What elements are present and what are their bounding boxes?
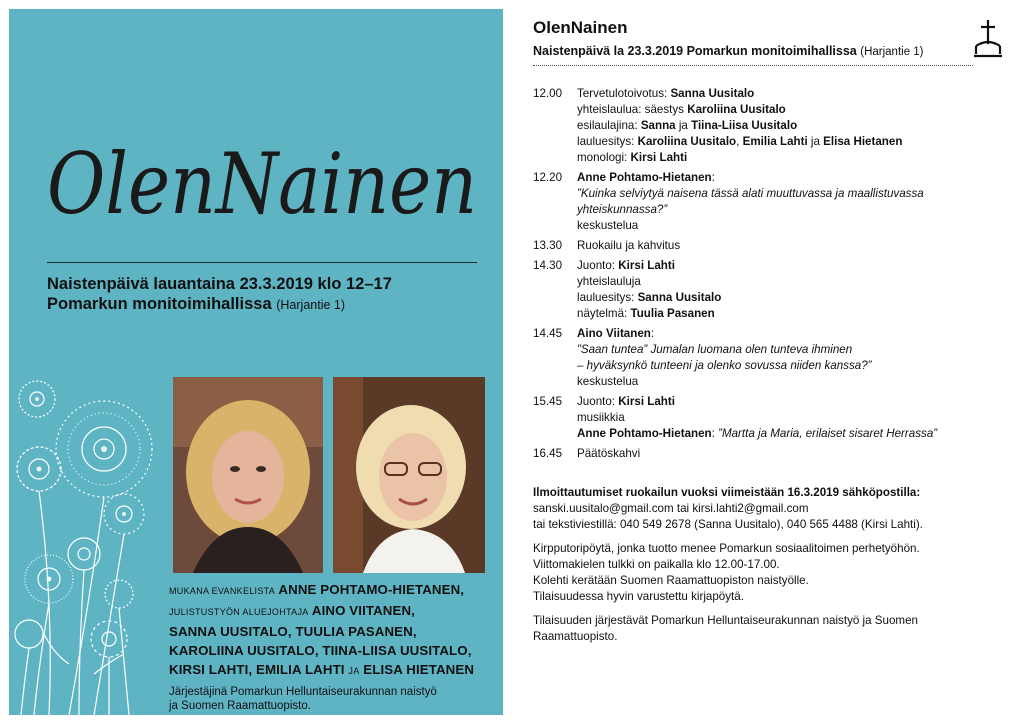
program-item bbox=[533, 394, 1003, 442]
speaker-line: KIRSI LAHTI, EMILIA LAHTI JA ELISA HIETANEN bbox=[169, 662, 475, 677]
info-line: Viittomakielen tulkki on paikalla klo 12.00-17.00. bbox=[533, 558, 780, 571]
program-line: keskustelua bbox=[577, 375, 639, 388]
poster-venue-address: (Harjantie 1) bbox=[276, 298, 346, 312]
info-line: Kolehti kerätään Suomen Raamattuopiston naistyölle. bbox=[533, 574, 809, 587]
program-line: yhteislaulua: säestys Karoliina Uusitalo bbox=[577, 103, 786, 116]
program-time: 12.00 bbox=[533, 87, 563, 100]
program-line: Päätöskahvi bbox=[577, 447, 641, 460]
speaker-line: JULISTUSTYÖN ALUEJOHTAJA AINO VIITANEN, bbox=[169, 603, 415, 618]
dandelion-illustration bbox=[9, 364, 169, 715]
speaker-photo-1 bbox=[173, 377, 323, 573]
page-title: OlenNainen bbox=[533, 18, 628, 37]
program-line: Aino Viitanen: bbox=[577, 327, 655, 340]
program-line: ”Kuinka selviytyä naisena tässä alati muuttuvassa ja maallistuvassa bbox=[577, 187, 924, 200]
program-details bbox=[577, 326, 1003, 390]
registration-heading: Ilmoittautumiset ruokailun vuoksi viimeistään 16.3.2019 sähköpostilla: bbox=[533, 486, 921, 499]
program-line: yhteislauluja bbox=[577, 275, 641, 288]
program-line: esilaulajina: Sanna ja Tiina-Liisa Uusitalo bbox=[577, 119, 798, 132]
script-title bbox=[47, 121, 477, 231]
program-line: Anne Pohtamo-Hietanen: bbox=[577, 171, 715, 184]
program-time: 14.45 bbox=[533, 327, 563, 340]
program-item bbox=[533, 170, 1003, 234]
program-details bbox=[577, 394, 1003, 442]
program-line: Tervetulotoivotus: Sanna Uusitalo bbox=[577, 87, 755, 100]
program-item bbox=[533, 326, 1003, 390]
speaker-photo-2 bbox=[333, 377, 485, 573]
program-time: 13.30 bbox=[533, 239, 563, 252]
speaker-line: MUKANA EVANKELISTA ANNE POHTAMO-HIETANEN, bbox=[169, 582, 465, 597]
dotted-divider bbox=[533, 65, 973, 66]
info-line: Kirpputoripöytä, jonka tuotto menee Pomarkun sosiaalitoimen perhetyöhön. bbox=[533, 542, 920, 555]
program-item bbox=[533, 86, 1003, 166]
poster-venue-line bbox=[47, 294, 345, 315]
registration-info bbox=[533, 485, 1003, 653]
program-line: lauluesitys: Sanna Uusitalo bbox=[577, 291, 722, 304]
event-poster bbox=[9, 9, 503, 715]
program-item bbox=[533, 258, 1003, 322]
program-line: monologi: Kirsi Lahti bbox=[577, 151, 688, 164]
poster-date-line: Naistenpäivä lauantaina 23.3.2019 klo 12–17 bbox=[47, 275, 392, 293]
program-line: Juonto: Kirsi Lahti bbox=[577, 395, 675, 408]
poster-venue: Pomarkun monitoimihallissa bbox=[47, 295, 272, 313]
program-line: näytelmä: Tuulia Pasanen bbox=[577, 307, 715, 320]
program-time: 14.30 bbox=[533, 259, 563, 272]
program-details bbox=[577, 86, 1003, 166]
church-cross-icon bbox=[973, 18, 1003, 60]
program-line: Ruokailu ja kahvitus bbox=[577, 239, 681, 252]
program-time: 15.45 bbox=[533, 395, 563, 408]
program-details bbox=[577, 446, 1003, 462]
program-line: – hyväksynkö tunteeni ja olenko sovussa niiden kanssa?” bbox=[577, 359, 872, 372]
program-line: keskustelua bbox=[577, 219, 639, 232]
closing-block bbox=[533, 613, 1003, 645]
info-block bbox=[533, 541, 1003, 605]
program-details bbox=[577, 258, 1003, 322]
program-line: Juonto: Kirsi Lahti bbox=[577, 259, 675, 272]
closing-line: Tilaisuuden järjestävät Pomarkun Helluntaiseurakunnan naistyö ja Suomen bbox=[533, 614, 918, 627]
poster-organizer: Järjestäjinä Pomarkun Helluntaiseurakunnan naistyö ja Suomen Raamattuopisto. bbox=[169, 686, 437, 712]
program-line: Anne Pohtamo-Hietanen: ”Martta ja Maria, erilaiset sisaret Herrassa” bbox=[577, 427, 938, 440]
program-line: musiikkia bbox=[577, 411, 625, 424]
title-divider bbox=[47, 262, 477, 263]
program-line: lauluesitys: Karoliina Uusitalo, Emilia Lahti ja Elisa Hietanen bbox=[577, 135, 903, 148]
program-item bbox=[533, 446, 1003, 462]
page-subtitle: Naistenpäivä la 23.3.2019 Pomarkun monitoimihallissa (Harjantie 1) bbox=[533, 44, 924, 58]
speaker-list bbox=[169, 580, 474, 681]
speaker-line: SANNA UUSITALO, TUULIA PASANEN, bbox=[169, 624, 417, 639]
speaker-line: KAROLIINA UUSITALO, TIINA-LIISA UUSITALO, bbox=[169, 643, 472, 658]
closing-line: Raamattuopisto. bbox=[533, 630, 618, 643]
svg-text:OlenNainen: OlenNainen bbox=[47, 135, 477, 231]
registration-email: sanski.uusitalo@gmail.com tai kirsi.lahti2@gmail.com bbox=[533, 502, 809, 515]
program-details bbox=[577, 170, 1003, 234]
registration-sms: tai tekstiviestillä: 040 549 2678 (Sanna Uusitalo), 040 565 4488 (Kirsi Lahti). bbox=[533, 518, 923, 531]
program-time: 12.20 bbox=[533, 171, 563, 184]
program-line: yhteiskunnassa?” bbox=[577, 203, 668, 216]
info-line: Tilaisuudessa hyvin varustettu kirjapöytä. bbox=[533, 590, 744, 603]
program-time: 16.45 bbox=[533, 447, 563, 460]
program-item bbox=[533, 238, 1003, 254]
program-schedule bbox=[533, 86, 1003, 466]
registration-block bbox=[533, 485, 1003, 533]
program-line: ”Saan tuntea” Jumalan luomana olen tunteva ihminen bbox=[577, 343, 853, 356]
program-details bbox=[577, 238, 1003, 254]
